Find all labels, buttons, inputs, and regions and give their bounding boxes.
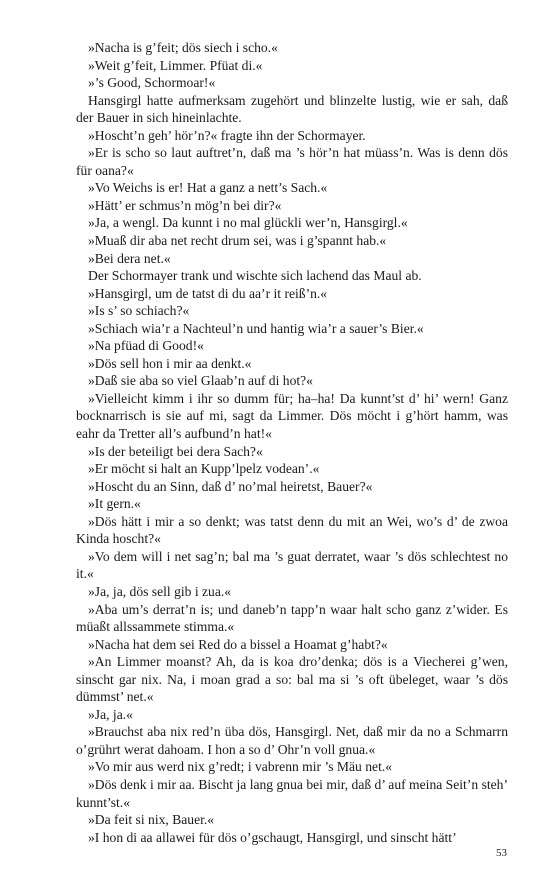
- paragraph: »Is s’ so schiach?«: [88, 303, 190, 319]
- paragraph: »Dös denk i mir aa. Bischt ja lang gnua bei mir, daß d’ auf meina Seit’n steh’ kunnt’st.«: [76, 776, 508, 810]
- paragraph: »Ja, ja.«: [88, 706, 133, 722]
- paragraph: »Brauchst aba nix red’n üba dös, Hansgirgl. Net, daß mir da no a Schmarrn o’grührt werat dahoam. I hon a so d’ Ohr’n voll gnua.«: [76, 724, 508, 757]
- paragraph: »Vo dem will i net sag’n; bal ma ’s guat derratet, waar ’s dös schlechtest no it.«: [76, 548, 508, 582]
- paragraph: »Bei dera net.«: [88, 250, 171, 266]
- paragraph: »Hoscht’n geh’ hör’n?« fragte ihn der Schormayer.: [88, 127, 366, 143]
- paragraph: »Daß sie aba so viel Glaab’n auf di hot?«: [88, 373, 313, 389]
- paragraph: »’s Good, Schormoar!«: [88, 75, 216, 91]
- paragraph: »Nacha hat dem sei Red do a bissel a Hoamat g’habt?«: [88, 636, 388, 652]
- paragraph: »Ja, ja, dös sell gib i zua.«: [88, 583, 232, 599]
- paragraph: »Dös sell hon i mir aa denkt.«: [88, 355, 252, 371]
- paragraph: »Vo mir aus werd nix g’redt; i vabrenn mir ’s Mäu net.«: [88, 759, 393, 775]
- paragraph: »Aba um’s derrat’n is; und daneb’n tapp’n waar halt scho ganz z’wider. Es müaßt allssammete stimma.«: [76, 601, 508, 635]
- paragraph: »Hätt’ er schmus’n mög’n bei dir?«: [88, 197, 282, 213]
- paragraph: »It gern.«: [88, 496, 141, 512]
- paragraph: »Hoscht du an Sinn, daß d’ no’mal heiretst, Bauer?«: [88, 478, 373, 494]
- paragraph: »I hon di aa allawei für dös o’gschaugt, Hansgirgl, und sinscht hätt’: [88, 829, 457, 845]
- paragraph: »Na pfüad di Good!«: [88, 338, 204, 354]
- paragraph: »Hansgirgl, um de tatst di du aa’r it reiß’n.«: [88, 285, 328, 301]
- paragraph: »Vo Weichs is er! Hat a ganz a nett’s Sach.«: [88, 180, 328, 196]
- paragraph: »Weit g’feit, Limmer. Pfüat di.«: [88, 57, 263, 73]
- page-body: [76, 39, 508, 846]
- paragraph: »Er möcht si halt an Kupp’lpelz vodean’.«: [88, 461, 320, 477]
- paragraph: »Schiach wia’r a Nachteul’n und hantig wia’r a sauer’s Bier.«: [88, 320, 424, 336]
- paragraph: »Is der beteiligt bei dera Sach?«: [88, 443, 263, 459]
- paragraph: »Vielleicht kimm i ihr so dumm für; ha–ha! Da kunnt’st d’ hi’ wern! Ganz bocknarrisch is sie auf mi, sagt da Limmer. Dös möcht i g’hört hamm, was eahr da Tretter all’s aufbund’n hat!«: [76, 390, 508, 442]
- paragraph: »Ja, a wengl. Da kunnt i no mal glückli wer’n, Hansgirgl.«: [88, 215, 408, 231]
- paragraph: »Dös hätt i mir a so denkt; was tatst denn du mit an Wei, wo’s d’ de zwoa Kinda hoscht?«: [76, 513, 508, 547]
- paragraph: »Muaß dir aba net recht drum sei, was i g’spannt hab.«: [88, 233, 387, 249]
- paragraph: Hansgirgl hatte aufmerksam zugehört und blinzelte lustig, wie er sah, daß der Bauer in sich hineinlachte.: [76, 92, 508, 126]
- paragraph: »Da feit si nix, Bauer.«: [88, 812, 215, 828]
- paragraph: »Nacha is g’feit; dös siech i scho.«: [88, 40, 278, 55]
- paragraph: Der Schormayer trank und wischte sich lachend das Maul ab.: [88, 268, 422, 284]
- page-number: 53: [496, 847, 507, 859]
- paragraph: »An Limmer moanst? Ah, da is koa dro’denka; dös is a Viecherei g’wen, sinscht gar nix. Na, i moan grad a so: bal ma si ’s oft übeleget, waar ’s dös dümmst’ net.«: [76, 654, 508, 705]
- paragraph: »Er is scho so laut auftret’n, daß ma ’s hör’n hat müass’n. Was is denn dös für oana?«: [76, 145, 508, 178]
